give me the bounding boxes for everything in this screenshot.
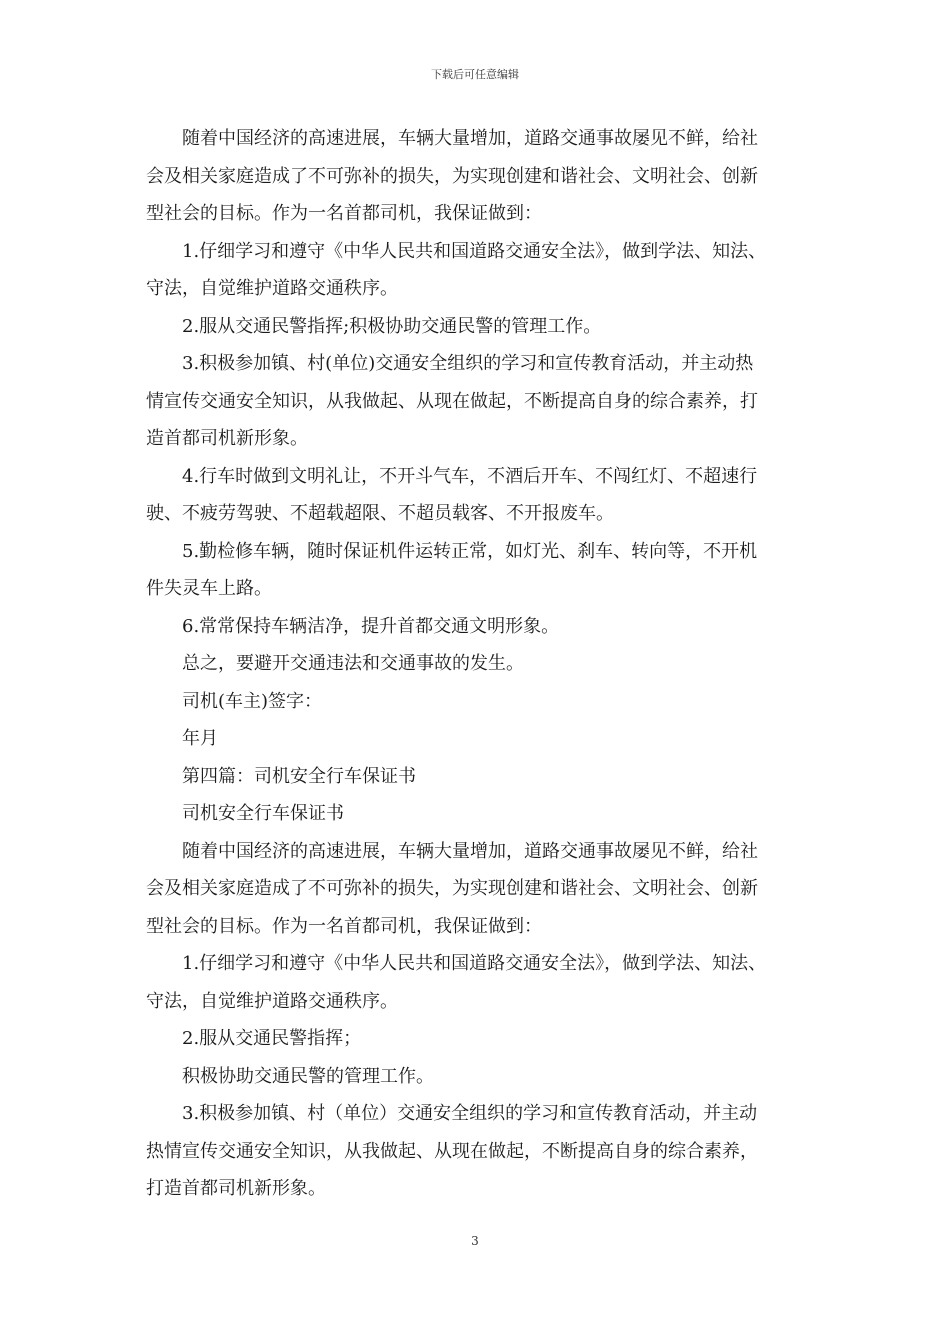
text-line: 会及相关家庭造成了不可弥补的损失，为实现创建和谐社会、文明社会、创新 [146, 878, 758, 899]
text-line: 2.服从交通民警指挥;积极协助交通民警的管理工作。 [182, 315, 602, 337]
text-line: 4.行车时做到文明礼让，不开斗气车，不酒后开车、不闯红灯、不超速行 [182, 465, 758, 487]
text-line: 随着中国经济的高速进展，车辆大量增加，道路交通事故屡见不鲜，给社 [182, 128, 758, 149]
text-line: 积极协助交通民警的管理工作。 [182, 1065, 434, 1087]
text-line: 5.勤检修车辆，随时保证机件运转正常，如灯光、刹车、转向等，不开机 [182, 540, 758, 562]
document-body [146, 120, 822, 1208]
text-line: 3.积极参加镇、村（单位）交通安全组织的学习和宣传教育活动，并主动 [182, 1103, 758, 1124]
text-line: 年月 [182, 728, 218, 749]
text-line: 守法，自觉维护道路交通秩序。 [146, 990, 398, 1012]
text-line: 打造首都司机新形象。 [146, 1178, 326, 1199]
text-line: 热情宣传交通安全知识，从我做起、从现在做起，不断提高自身的综合素养， [146, 1140, 758, 1162]
text-line: 型社会的目标。作为一名首都司机，我保证做到： [146, 203, 542, 224]
text-line: 会及相关家庭造成了不可弥补的损失，为实现创建和谐社会、文明社会、创新 [146, 165, 758, 187]
text-line: 件失灵车上路。 [146, 578, 272, 599]
text-line: 2.服从交通民警指挥； [182, 1028, 362, 1049]
text-line: 造首都司机新形象。 [146, 428, 308, 449]
text-line: 守法，自觉维护道路交通秩序。 [146, 278, 398, 299]
page-number: 3 [471, 1234, 479, 1248]
text-line: 随着中国经济的高速进展，车辆大量增加，道路交通事故屡见不鲜，给社 [182, 840, 758, 862]
text-line: 司机(车主)签字： [182, 690, 323, 712]
text-line: 1.仔细学习和遵守《中华人民共和国道路交通安全法》，做到学法、知法、 [182, 953, 767, 974]
text-line: 6.常常保持车辆洁净，提升首都交通文明形象。 [182, 615, 560, 637]
page-header: 下载后可任意编辑 [431, 68, 519, 81]
text-line: 3.积极参加镇、村(单位)交通安全组织的学习和宣传教育活动，并主动热 [182, 353, 754, 374]
text-line: 情宣传交通安全知识，从我做起、从现在做起，不断提高自身的综合素养，打 [146, 390, 758, 412]
text-line: 总之，要避开交通违法和交通事故的发生。 [182, 653, 524, 674]
text-line: 型社会的目标。作为一名首都司机，我保证做到： [146, 915, 542, 937]
text-line: 驶、不疲劳驾驶、不超载超限、不超员载客、不开报废车。 [146, 503, 614, 524]
text-line: 第四篇：司机安全行车保证书 [182, 765, 416, 787]
text-line: 1.仔细学习和遵守《中华人民共和国道路交通安全法》，做到学法、知法、 [182, 240, 767, 262]
text-line: 司机安全行车保证书 [182, 803, 344, 824]
